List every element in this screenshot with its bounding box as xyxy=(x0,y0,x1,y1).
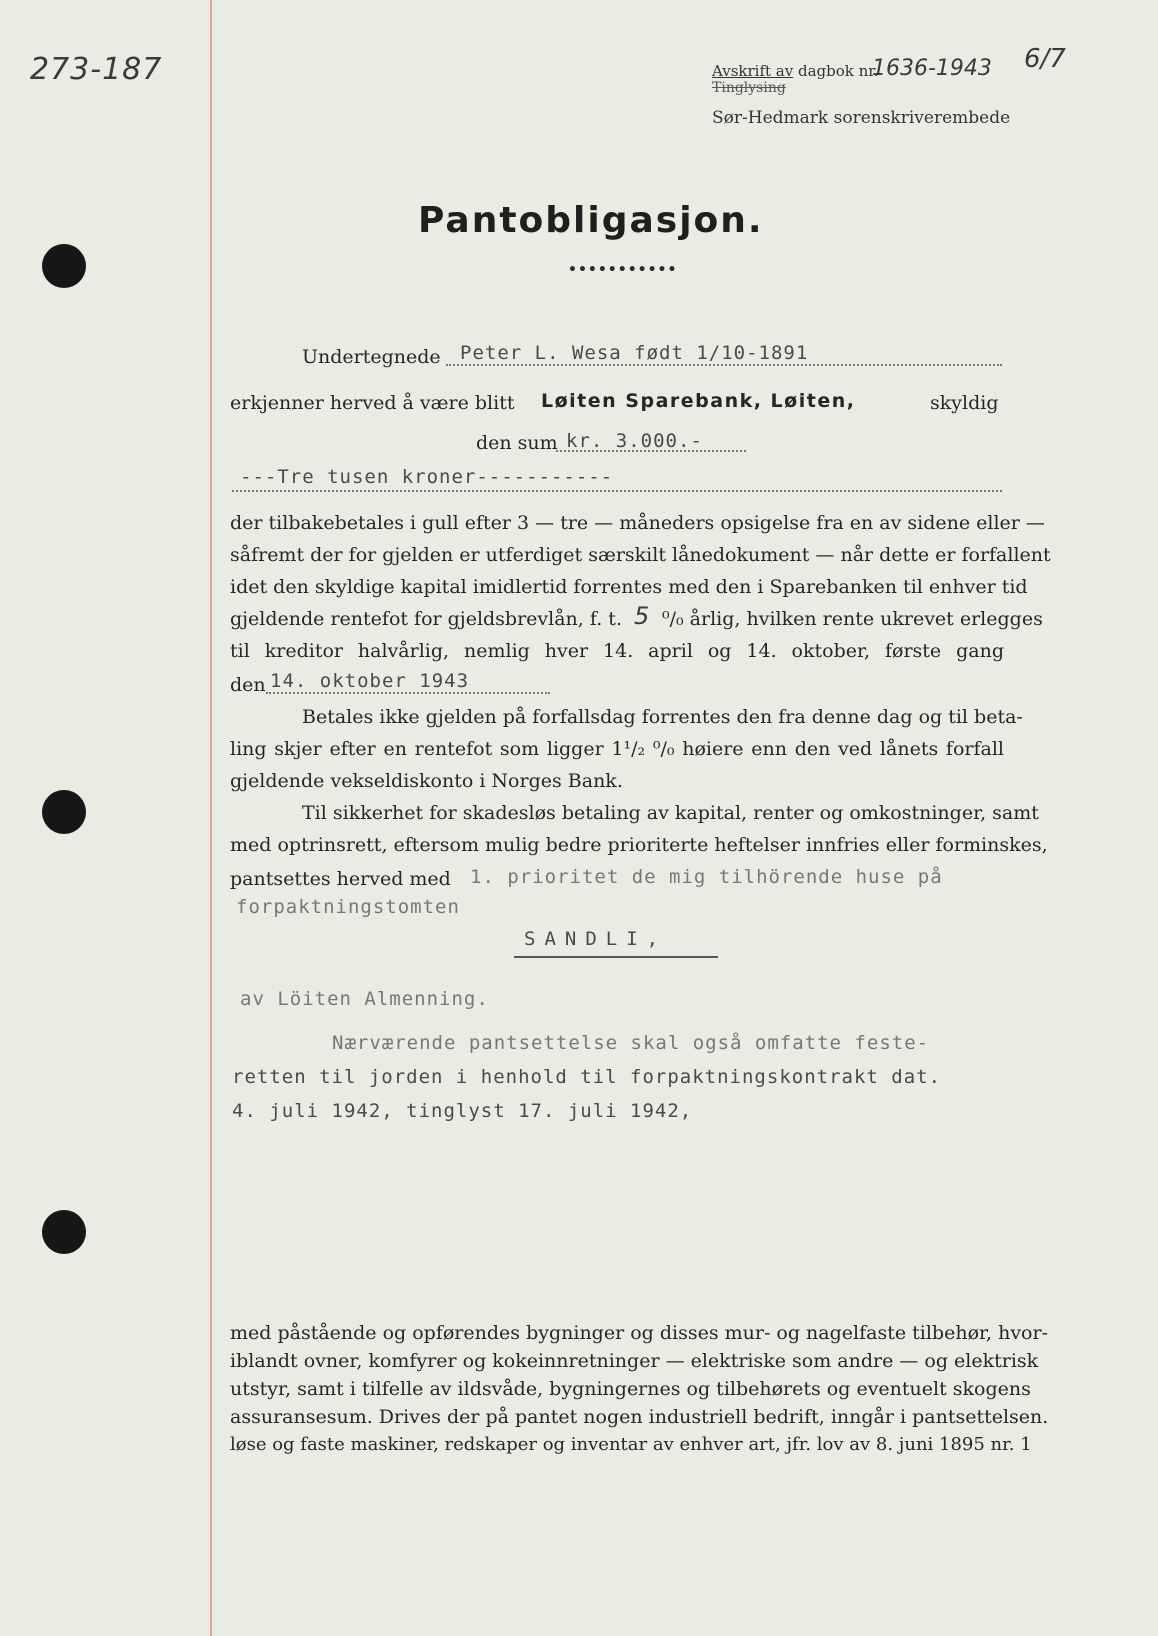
text-line: løse og faste maskiner, redskaper og inventar av enhver art, jfr. lov av 8. juni 1895 nr. 1 xyxy=(230,1434,1032,1455)
paragraph-line xyxy=(230,544,1051,566)
stamp-number: 1636-1943 xyxy=(872,56,992,81)
margin-rule xyxy=(210,0,212,1636)
paragraph-line xyxy=(230,738,1004,760)
text-line: såfremt der for gjelden er utferdiget særskilt lånedokument — når dette er forfallent xyxy=(230,544,1051,566)
first-payment-date: 14. oktober 1943 xyxy=(270,670,470,692)
typed-contract: retten til jorden i henhold til forpaktningskontrakt dat. xyxy=(232,1066,942,1088)
text-line: ling skjer efter en rentefot som ligger 1¹/₂ ⁰/₀ høiere enn den ved lånets forfall xyxy=(230,738,1004,760)
text-line: Betales ikke gjelden på forfallsdag forrentes den fra denne dag og til beta- xyxy=(302,706,1023,728)
punch-hole xyxy=(42,790,86,834)
paragraph-line: gjeldende vekseldiskonto i Norges Bank. xyxy=(230,770,623,792)
pledge-label: pantsettes herved med xyxy=(230,868,451,890)
stamp-date: 6/7 xyxy=(1024,44,1066,74)
text-line: utstyr, samt i tilfelle av ildsvåde, bygningernes og tilbehørets og eventuelt skogens xyxy=(230,1378,1031,1400)
footer-line xyxy=(230,1434,1032,1455)
text-line: Til sikkerhet for skadesløs betaling av kapital, renter og omkostninger, samt xyxy=(302,802,1039,824)
typed-tenancy: forpaktningstomten xyxy=(236,896,460,918)
punch-hole xyxy=(42,244,86,288)
title-ornament: ••••••••••• xyxy=(568,262,678,278)
paragraph-line xyxy=(230,640,1004,662)
amount-in-words: ---Tre tusen kroner----------- xyxy=(240,466,614,488)
text-line: til kreditor halvårlig, nemlig hver 14. april og 14. oktober, første gang xyxy=(230,640,1004,662)
stamp-prefix: Avskrift av xyxy=(712,62,794,80)
text-line: iblandt ovner, komfyrer og kokeinnretninger — elektriske som andre — og elektrisk xyxy=(230,1350,1039,1372)
stamp-line2: Tinglysing xyxy=(712,80,786,96)
fill-line xyxy=(556,450,746,452)
page-title: Pantobligasjon. xyxy=(418,200,764,241)
property-underline xyxy=(514,956,718,958)
stamp-line1 xyxy=(712,62,879,80)
footer-line xyxy=(230,1378,1031,1400)
paragraph-line xyxy=(230,834,1048,856)
interest-rate: 5 xyxy=(634,602,650,630)
paragraph-line xyxy=(230,512,1045,534)
sum-label: den sum xyxy=(476,432,558,454)
footer-line xyxy=(230,1406,1049,1428)
text-line: der tilbakebetales i gull efter 3 — tre — måneders opsigelse fra en av sidene eller — xyxy=(230,512,1045,534)
typed-registration: 4. juli 1942, tinglyst 17. juli 1942, xyxy=(232,1100,693,1122)
paragraph-line xyxy=(302,802,1039,824)
creditor-name: Løiten Sparebank, Løiten, xyxy=(541,390,856,412)
stamp-mid: dagbok nr. xyxy=(798,62,879,80)
stamp-line3: Sør-Hedmark sorenskriverembede xyxy=(712,108,1011,128)
fill-line xyxy=(446,364,1002,366)
text-line: med påstående og opførendes bygninger og disses mur- og nagelfaste tilbehør, hvor- xyxy=(230,1322,1048,1344)
rate-text-b: ⁰/₀ årlig, hvilken rente ukrevet erlegges xyxy=(662,608,1043,630)
paragraph-line xyxy=(230,576,1028,598)
fill-line xyxy=(232,490,1002,492)
footer-line xyxy=(230,1322,1048,1344)
acknowledge-text: erkjenner herved å være blitt xyxy=(230,392,515,414)
text-line: idet den skyldige kapital imidlertid forrentes med den i Sparebanken til enhver tid xyxy=(230,576,1028,598)
undersigned-label: Undertegnede xyxy=(302,346,441,368)
archive-number: 273-187 xyxy=(30,52,163,87)
typed-commons: av Löiten Almenning. xyxy=(240,988,489,1010)
typed-inclusion: Nærværende pantsettelse skal også omfatte feste- xyxy=(332,1032,930,1054)
rate-text-a: gjeldende rentefot for gjeldsbrevlån, f. t. xyxy=(230,608,622,630)
owing-text: skyldig xyxy=(930,392,999,414)
paragraph-line xyxy=(302,706,1023,728)
text-line: med optrinsrett, eftersom mulig bedre prioriterte heftelser innfries eller forminskes, xyxy=(230,834,1048,856)
typed-priority: 1. prioritet de mig tilhörende huse på xyxy=(470,866,943,888)
property-name: SANDLI, xyxy=(524,928,668,950)
first-date-label: den xyxy=(230,674,266,696)
text-line: assuransesum. Drives der på pantet nogen industriell bedrift, inngår i pantsettelsen. xyxy=(230,1406,1049,1428)
footer-line xyxy=(230,1350,1039,1372)
fill-line xyxy=(266,692,550,694)
debtor-name: Peter L. Wesa født 1/10-1891 xyxy=(460,342,809,364)
loan-amount: kr. 3.000.- xyxy=(566,430,703,452)
punch-hole xyxy=(42,1210,86,1254)
